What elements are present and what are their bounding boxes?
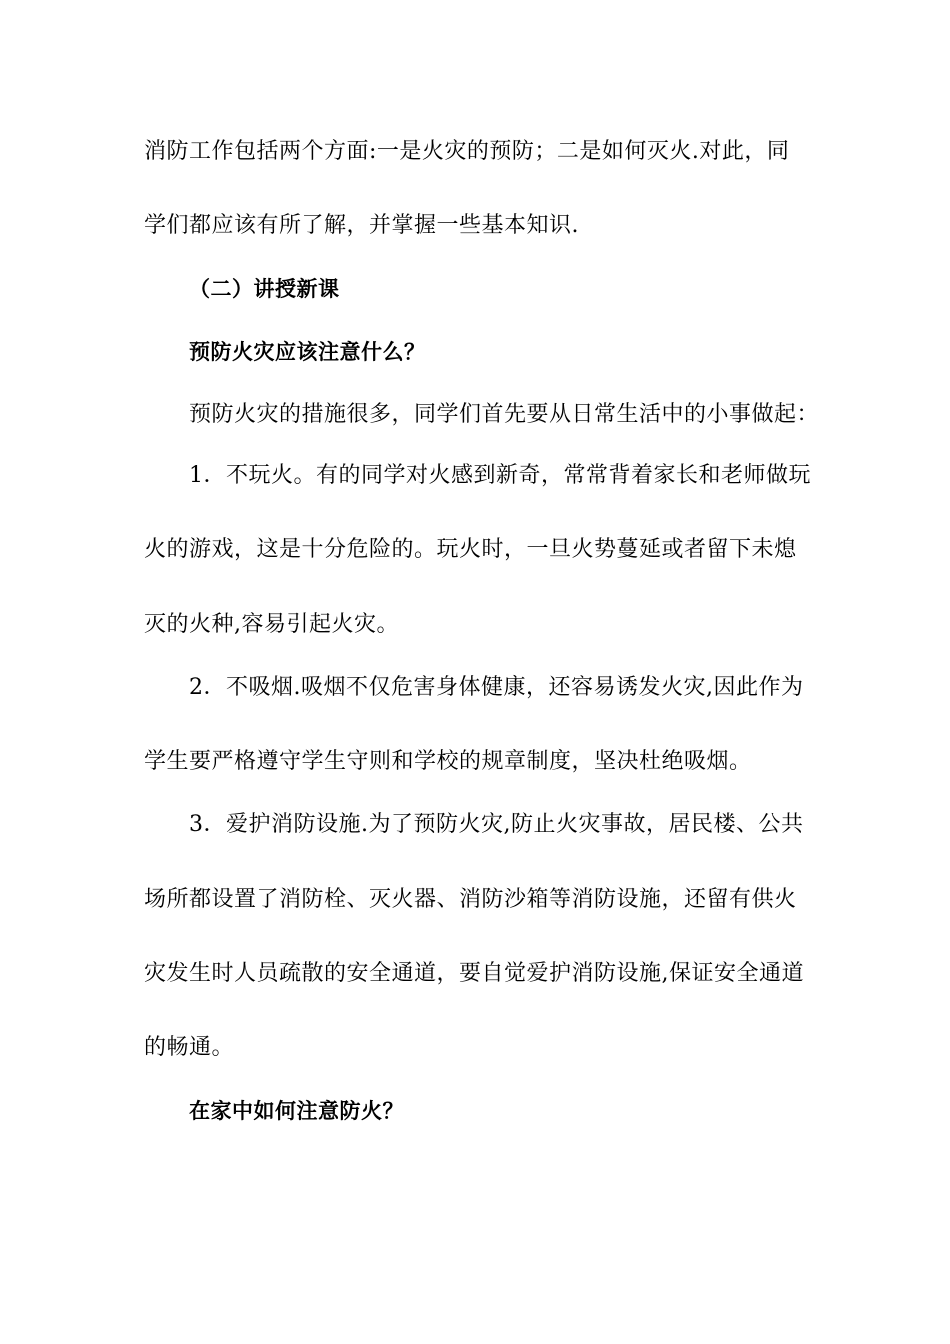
paragraph-line: 学生要严格遵守学生守则和学校的规章制度，坚决杜绝吸烟。 bbox=[144, 749, 752, 774]
paragraph-line: 灭的火种,容易引起火灾。 bbox=[144, 612, 399, 637]
subsection-heading: 在家中如何注意防火？ bbox=[189, 1099, 404, 1123]
list-item-1: 1．不玩火。有的同学对火感到新奇，常常背着家长和老师做玩 bbox=[189, 463, 811, 488]
paragraph-line: 灾发生时人员疏散的安全通道，要自觉爱护消防设施,保证安全通道 bbox=[144, 961, 804, 986]
paragraph-line: 的畅通。 bbox=[144, 1035, 235, 1060]
list-item-2: 2．不吸烟.吸烟不仅危害身体健康，还容易诱发火灾,因此作为 bbox=[189, 675, 804, 700]
section-heading: （二）讲授新课 bbox=[189, 277, 340, 301]
paragraph-line: 预防火灾的措施很多，同学们首先要从日常生活中的小事做起： bbox=[189, 402, 820, 427]
paragraph-line: 火的游戏，这是十分危险的。玩火时，一旦火势蔓延或者留下未熄 bbox=[144, 537, 797, 562]
subsection-heading: 预防火灾应该注意什么？ bbox=[189, 340, 426, 364]
list-item-3: 3．爱护消防设施.为了预防火灾,防止火灾事故，居民楼、公共 bbox=[189, 812, 804, 837]
paragraph-line: 消防工作包括两个方面:一是火灾的预防；二是如何灭火.对此，同 bbox=[144, 139, 790, 164]
paragraph-line: 场所都设置了消防栓、灭火器、消防沙箱等消防设施，还留有供火 bbox=[144, 887, 797, 912]
paragraph-line: 学们都应该有所了解，并掌握一些基本知识. bbox=[144, 213, 579, 238]
